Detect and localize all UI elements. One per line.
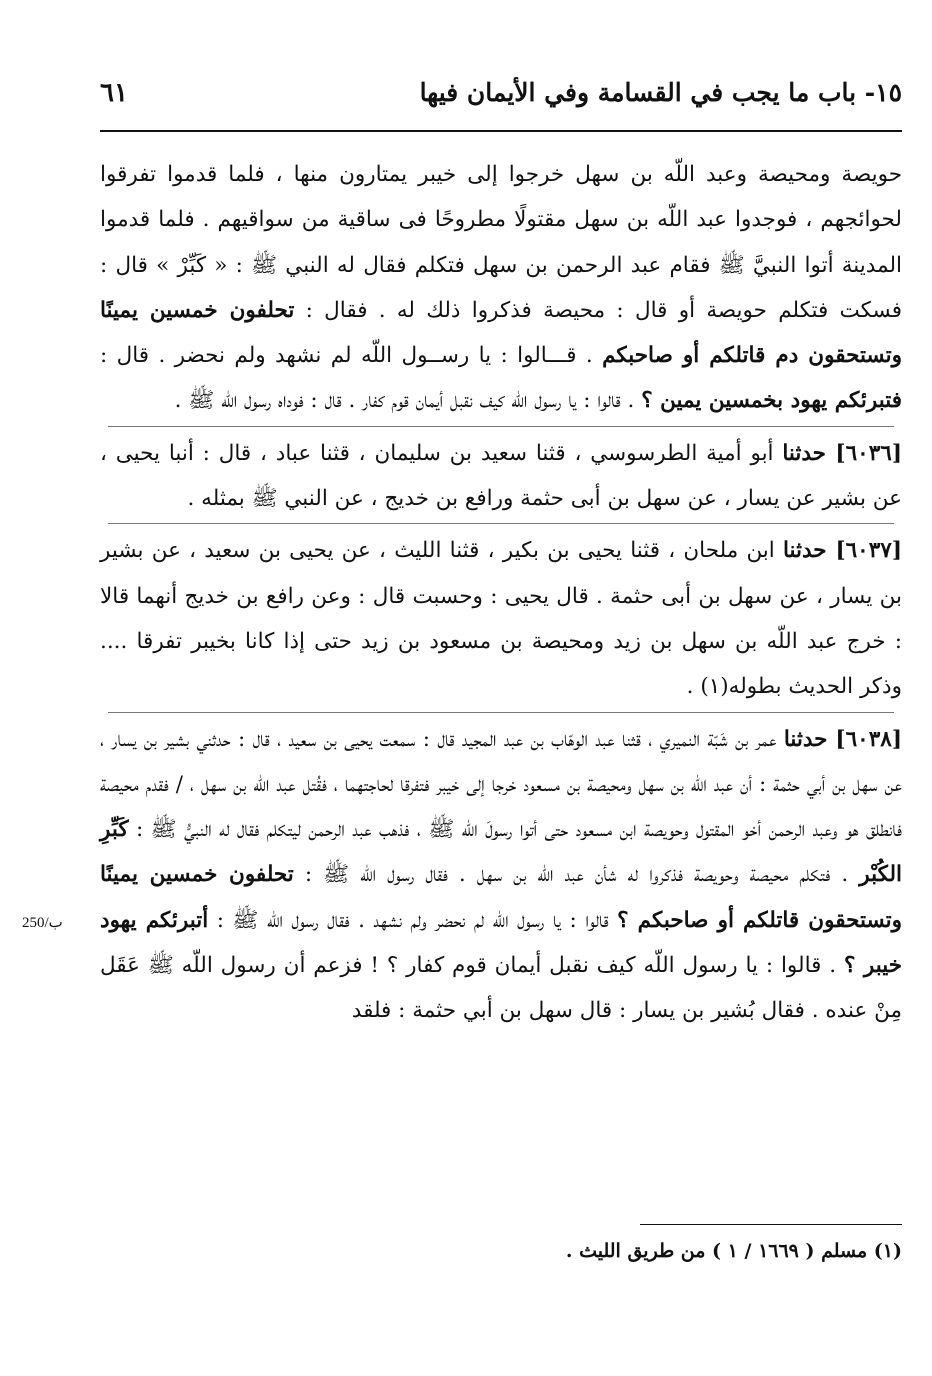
bold-text-segment: فتبرئكم يهود بخمسين يمين ؟ xyxy=(641,388,902,414)
bold-text-segment: تحلفون خمسين يمينًا وتستحقون قاتلكم أو صاحبكم ؟ xyxy=(100,862,902,933)
text-segment: . قالوا : يا رسول اللّه كيف نقبل أيمان قوم كفار ؟ ! فزعم أن رسول اللّه ﷺ عَقَل مِنْ عنده . فقال بُشير بن يسار : قال سهل بن أبي حثمة : فلقد xyxy=(100,953,902,1024)
text-segment: قالوا : يا رسول اللّه لم نحضر ولم نشهد . فقال رسول اللّه ﷺ : xyxy=(208,907,618,933)
bold-text-segment: أتبرئكم يهود خيبر ؟ xyxy=(100,907,902,979)
text-segment: . قالوا : يا رسول اللّه كيف نقبل أيمان قوم كفار . قال : فوداه رسول اللّه ﷺ . xyxy=(174,388,642,414)
main-text xyxy=(100,152,902,1034)
bold-text-segment: [٦٠٣٦] حدثنا xyxy=(782,440,902,466)
text-segment: . قـــالوا : يا رســول اللّه لم نشهد ولم نحضر . قال : xyxy=(100,343,603,369)
bold-text-segment: تحلفون خمسين يمينًا وتستحقون دم قاتلكم أو صاحبكم xyxy=(100,297,902,369)
hadith-paragraph xyxy=(100,717,902,1034)
bold-text-segment: كَبِّرِ الكُبْر xyxy=(100,817,902,888)
page-number: ٦١ xyxy=(100,78,128,108)
text-segment: . فتكلم محيصة وحويصة فذكروا له شأن عبد اللّه بن سهل . فقال رسول اللّه ﷺ : xyxy=(293,862,860,888)
page-header xyxy=(100,78,902,122)
header-rule xyxy=(100,130,902,132)
text-segment: أبو أمية الطرسوسي ، قثنا سعيد بن سليمان ، قثنا عباد ، قال : أنبا يحيى ، عن بشير عن يسار ، عن سهل بن أبى حثمة ورافع بن خديج ، عن النبي ﷺ بمثله . xyxy=(100,440,902,512)
footnote-rule xyxy=(640,1224,902,1225)
hadith-paragraph xyxy=(100,528,902,709)
paragraph-separator xyxy=(108,523,894,524)
hadith-paragraph xyxy=(100,431,902,522)
text-segment: حويصة ومحيصة وعبد اللّه بن سهل خرجوا إلى خيبر يمتارون منها ، فلما قدموا تفرقوا لحوائجهم ، فوجدوا عبد اللّه بن سهل مقتولًا مطروحًا فى ساقية من سواقيهم . فلما قدموا المدينة أتوا النبيَّ ﷺ فقام عبد الرحمن بن سهل فتكلم فقال له النبي ﷺ : « كَبِّرْ » قال : فسكت فتكلم حويصة أو قال : محيصة فذكروا ذلك له . فقال : xyxy=(100,162,902,323)
manuscript-folio-note: 250/ب xyxy=(22,915,63,931)
bold-text-segment: [٦٠٣٨] حدثنا xyxy=(783,726,902,752)
paragraph-separator xyxy=(108,712,894,713)
text-segment: عمر بن شَبّة النميري ، قثنا عبد الوهّاب بن عبد المجيد قال : سمعت يحيى بن سعيد ، قال : حدثني بشير بن يسار ، عن سهل بن أبي حثمة : أن عبد اللّه بن سهل ومحيصة بن مسعود خرجا إلى خيبر فتفرقا لحاجتهما ، فقُتل عبد اللّه بن سهل ، / فقدم محيصة فانطلق هو وعبد الرحمن أخو المقتول وحويصة ابن مسعود حتى أتوا رسولَ اللّه ﷺ ، فذهب عبد الرحمن ليتكلم فقال له النبيُّ ﷺ : xyxy=(100,726,902,843)
text-segment: ابن ملحان ، قثنا يحيى بن بكير ، قثنا الليث ، عن يحيى بن سعيد ، عن بشير بن يسار ، عن سهل بن أبى حثمة . قال يحيى : وحسبت قال : وعن رافع بن خديج أنهما قالا : خرج عبد اللّه بن سهل بن زيد ومحيصة بن مسعود بن زيد حتى إذا كانا بخيبر تفرقا .... وذكر الحديث بطوله(١) . xyxy=(100,538,902,700)
footnote: (١) مسلم ( ١٦٦٩ / ١ ) من طريق الليث . xyxy=(565,1240,902,1262)
hadith-paragraph xyxy=(100,152,902,424)
bold-text-segment: [٦٠٣٧] حدثنا xyxy=(782,538,903,564)
chapter-title: ١٥- باب ما يجب في القسامة وفي الأيمان فيها xyxy=(419,78,902,107)
paragraph-separator xyxy=(108,426,894,427)
